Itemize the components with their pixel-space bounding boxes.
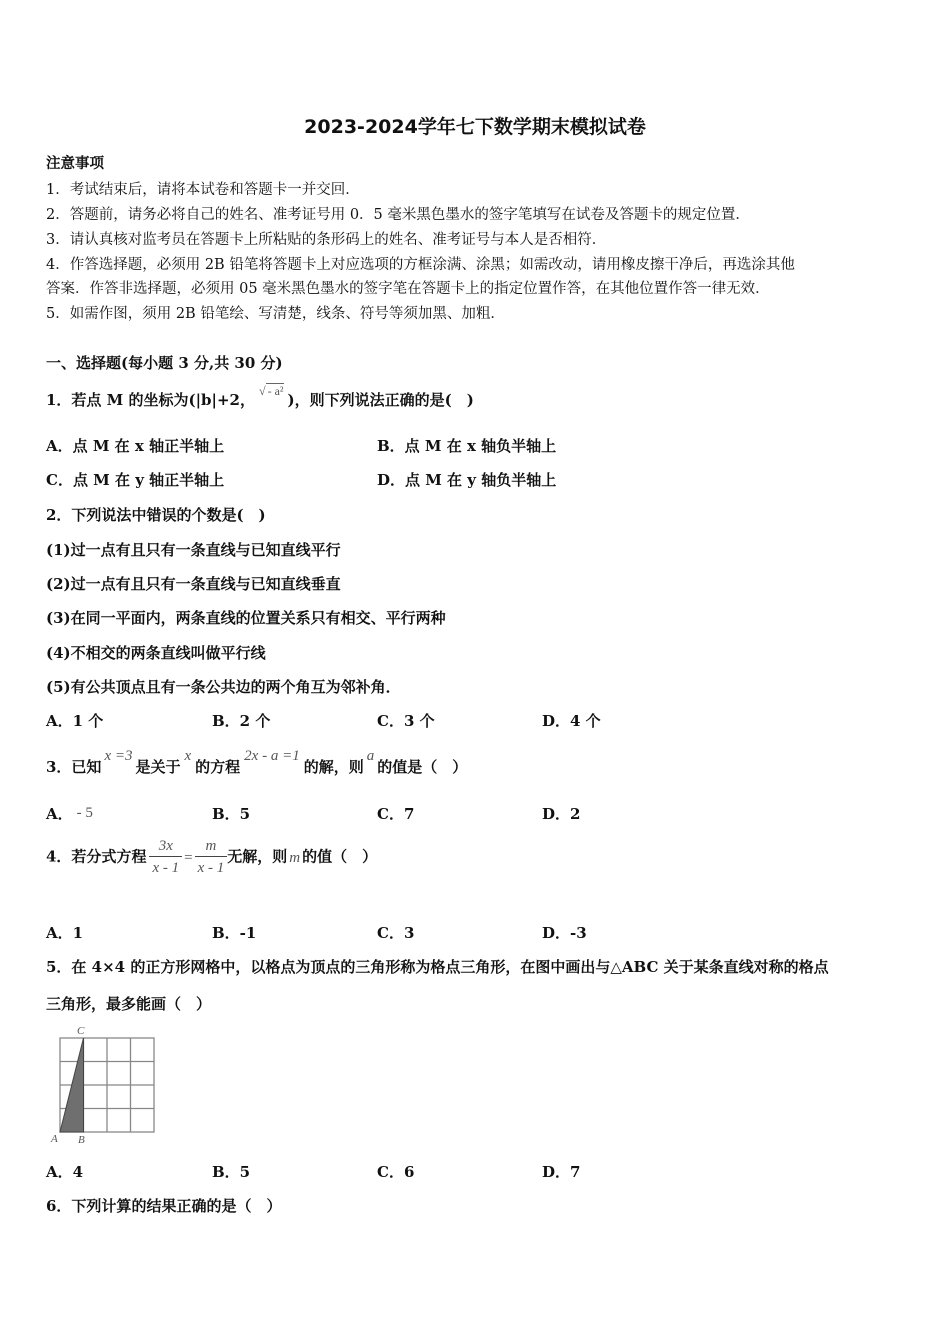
fraction-left xyxy=(149,836,182,879)
q4-text: 4．若分式方程 xyxy=(46,847,147,866)
q4-text: 无解，则 xyxy=(227,847,288,866)
label-c: C xyxy=(77,1025,85,1037)
question-5-stem-line1: 5．在 4×4 的正方形网格中，以格点为顶点的三角形称为格点三角形，在图中画出与△ABC 关于某条直线对称的格点 xyxy=(46,958,829,976)
q1-post: )，则下列说法正确的是( ) xyxy=(287,391,474,409)
q2-option-a: A．1 个 xyxy=(46,712,104,730)
q5-option-d: D．7 xyxy=(542,1163,581,1181)
notice-item: 4．作答选择题，必须用 2B 铅笔将答题卡上对应选项的方框涂满、涂黑；如需改动，请用橡皮擦干净后，再选涂其他 xyxy=(46,257,795,273)
q4-option-d: D．-3 xyxy=(542,924,587,942)
notice-item: 3．请认真核对监考员在答题卡上所粘贴的条形码上的姓名、准考证号与本人是否相符． xyxy=(46,232,607,248)
q3-math-x3: x =3 xyxy=(104,748,133,764)
fraction-right xyxy=(195,836,228,879)
question-6-stem: 6．下列计算的结果正确的是（ ） xyxy=(46,1197,282,1215)
q4-option-c: C．3 xyxy=(377,924,415,942)
q2-statement: (2)过一点有且只有一条直线与已知直线垂直 xyxy=(46,575,341,593)
q3-option-b: B．5 xyxy=(212,805,251,823)
q4-option-b: B．-1 xyxy=(212,924,257,942)
question-4-stem xyxy=(46,836,377,879)
q3-text: 3．已知 xyxy=(46,758,102,776)
notice-item: 1．考试结束后，请将本试卷和答题卡一并交回． xyxy=(46,182,360,198)
fraction-denominator: x - 1 xyxy=(152,860,180,876)
fraction-denominator: x - 1 xyxy=(197,860,225,876)
q1-option-c: C．点 M 在 y 轴正半轴上 xyxy=(46,471,225,489)
label-b: B xyxy=(78,1134,85,1146)
question-2-stem: 2．下列说法中错误的个数是( ) xyxy=(46,506,266,524)
q3-math-a: a xyxy=(366,748,375,764)
q1-option-a: A．点 M 在 x 轴正半轴上 xyxy=(46,437,225,455)
q3-math-equation: 2x - a =1 xyxy=(244,748,300,764)
q2-option-d: D．4 个 xyxy=(542,712,601,730)
q1-option-b: B．点 M 在 x 轴负半轴上 xyxy=(377,437,557,455)
q3-option-a xyxy=(46,803,93,824)
q1-pre: 1．若点 M 的坐标为(|b|+2， xyxy=(46,391,255,409)
question-1-stem xyxy=(46,384,474,410)
q5-option-c: C．6 xyxy=(377,1163,415,1181)
q3-math-x: x xyxy=(184,748,192,764)
question-3-stem xyxy=(46,748,468,777)
fraction-numerator: m xyxy=(195,836,228,857)
label-a: A xyxy=(51,1133,58,1145)
q3-option-d: D．2 xyxy=(542,805,581,823)
section-heading: 一、选择题(每小题 3 分,共 30 分) xyxy=(46,354,283,372)
q4-option-a: A．1 xyxy=(46,924,84,942)
q2-statement: (1)过一点有且只有一条直线与已知直线平行 xyxy=(46,541,341,559)
sqrt-expression: √ - a² xyxy=(259,384,284,398)
q3-text: 的方程 xyxy=(195,758,241,776)
q3-text: 是关于 xyxy=(135,758,181,776)
q2-option-c: C．3 个 xyxy=(377,712,435,730)
q3-text: 的值是（ ） xyxy=(377,758,468,776)
question-5-stem-line2: 三角形，最多能画（ ） xyxy=(46,995,212,1013)
equals-sign: = xyxy=(184,849,193,866)
notice-item: 5．如需作图，须用 2B 铅笔绘、写清楚，线条、符号等须加黑、加粗． xyxy=(46,306,505,322)
q2-option-b: B．2 个 xyxy=(212,712,271,730)
q3-option-c: C．7 xyxy=(377,805,415,823)
notice-item: 2．答题前，请务必将自己的姓名、准考证号用 0．5 毫米黑色墨水的签字笔填写在试卷及答题卡的规定位置． xyxy=(46,207,750,223)
q3-option-a-label: A． xyxy=(46,805,73,823)
notice-item: 答案．作答非选择题，必须用 05 毫米黑色墨水的签字笔在答题卡上的指定位置作答，在其他位置作答一律无效． xyxy=(46,281,770,297)
q5-option-a: A．4 xyxy=(46,1163,84,1181)
q4-math-m: m xyxy=(289,849,301,866)
q3-text: 的解，则 xyxy=(303,758,364,776)
q2-statement: (5)有公共顶点且有一条公共边的两个角互为邻补角． xyxy=(46,678,401,696)
q2-statement: (4)不相交的两条直线叫做平行线 xyxy=(46,644,266,662)
q3-option-a-value: - 5 xyxy=(76,805,93,821)
notice-heading: 注意事项 xyxy=(46,155,104,172)
q2-statement: (3)在同一平面内，两条直线的位置关系只有相交、平行两种 xyxy=(46,609,446,627)
page-title: 2023-2024学年七下数学期末模拟试卷 xyxy=(304,116,646,138)
fraction-numerator: 3x xyxy=(149,836,182,857)
q4-text: 的值（ ） xyxy=(302,847,378,866)
grid-triangle-figure xyxy=(46,1022,161,1147)
q5-option-b: B．5 xyxy=(212,1163,251,1181)
q1-option-d: D．点 M 在 y 轴负半轴上 xyxy=(377,471,557,489)
sqrt-content: - a² xyxy=(267,384,284,398)
